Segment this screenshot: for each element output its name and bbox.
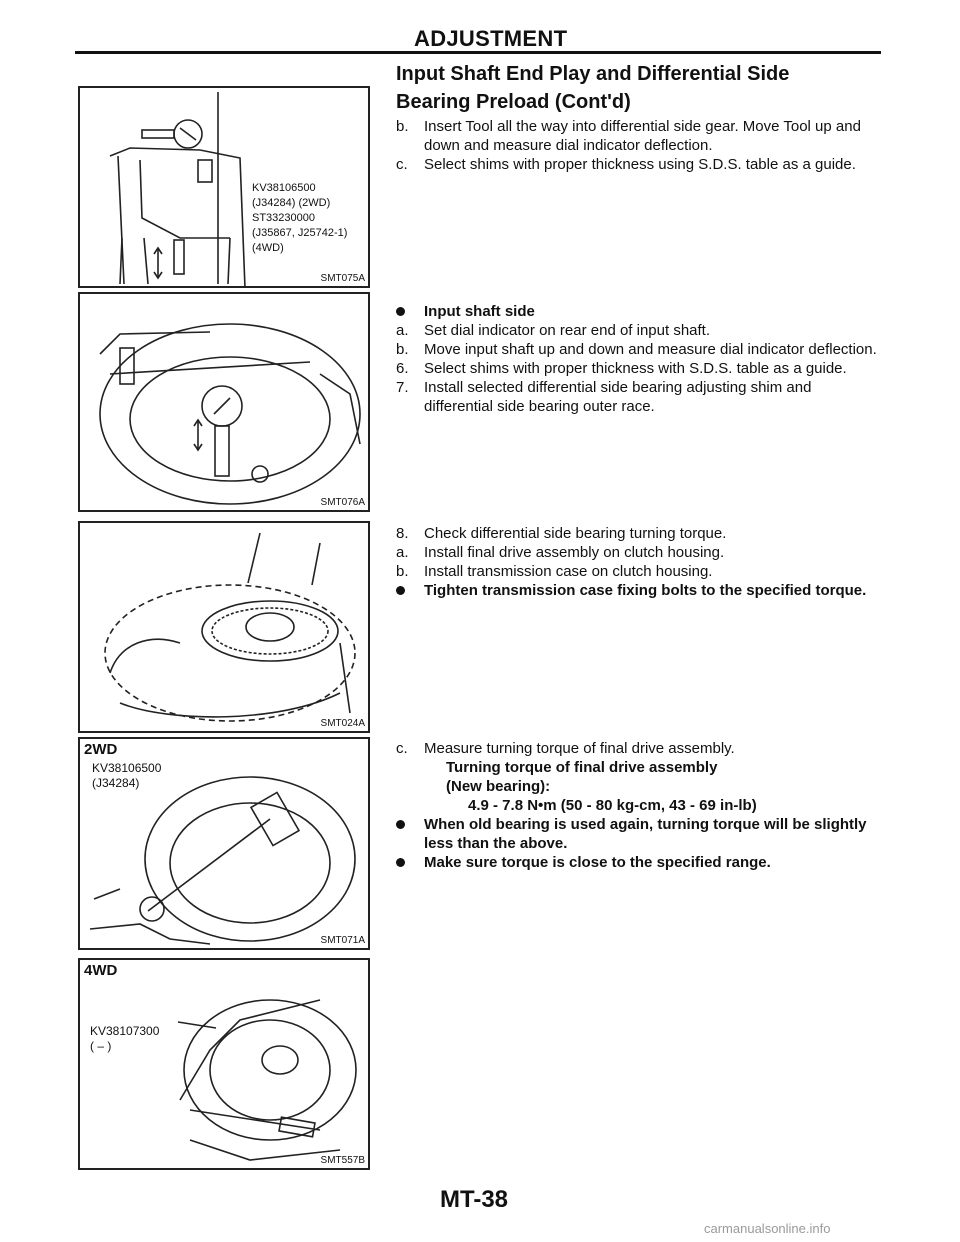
- figure-5-drawing: [80, 960, 370, 1170]
- step-marker: 7.: [396, 379, 409, 396]
- figure-5-labels: [90, 1024, 159, 1054]
- step-text: Select shims with proper thickness using S.D.S. table as a guide.: [424, 156, 856, 173]
- figure-input-shaft-dial: [78, 292, 370, 512]
- bullet-icon: [396, 815, 422, 834]
- text-block-1: [396, 117, 880, 174]
- fig1-label-1: KV38106500: [252, 182, 316, 194]
- fig4-label-2: (J34284): [92, 776, 140, 790]
- header-rule: [75, 51, 881, 54]
- spec-line-1: Turning torque of final drive assembly: [446, 759, 718, 776]
- step-6-select-shims: [396, 359, 880, 378]
- step-7-install-shim: [396, 378, 880, 416]
- bullet-make-sure: [396, 853, 880, 872]
- figure-final-drive-install: [78, 521, 370, 733]
- step-text: Install transmission case on clutch housing.: [424, 563, 713, 580]
- figure-3-id: SMT024A: [320, 718, 365, 729]
- step-text: Measure turning torque of final drive assembly.: [424, 740, 735, 757]
- bullet-text: Make sure torque is close to the specified range.: [424, 854, 771, 871]
- fig1-label-4: (J35867, J25742-1): [252, 227, 348, 239]
- watermark-text: carmanualsonline.info: [704, 1221, 831, 1236]
- figure-1-labels: [252, 181, 347, 256]
- fig4-label-1: KV38106500: [92, 761, 162, 775]
- step-a-install-final-drive: [396, 543, 880, 562]
- fig1-label-5: (4WD): [252, 242, 284, 254]
- fig5-label-2: ( – ): [90, 1039, 112, 1053]
- step-marker: a.: [396, 322, 409, 339]
- step-a-set-dial: [396, 321, 880, 340]
- fig5-label-1: KV38107300: [90, 1024, 160, 1038]
- step-text: Insert Tool all the way into differential side gear. Move Tool up and down and measure dial indicator deflection.: [424, 118, 861, 154]
- figure-1-id: SMT075A: [320, 273, 365, 284]
- step-c-measure-torque: [396, 739, 880, 758]
- page-header-title: ADJUSTMENT: [414, 26, 568, 51]
- page-number: MT-38: [440, 1186, 509, 1213]
- section-title-line1: Input Shaft End Play and Differential Side: [396, 63, 790, 85]
- figure-4-id: SMT071A: [320, 935, 365, 946]
- bullet-icon: [396, 853, 422, 872]
- step-b-install-case: [396, 562, 880, 581]
- step-b-insert-tool: [396, 117, 880, 155]
- figure-dial-indicator-tool: [78, 86, 370, 288]
- figure-turning-torque-2wd: [78, 737, 370, 950]
- fig1-label-2: (J34284) (2WD): [252, 197, 331, 209]
- step-text: Install selected differential side bearing adjusting shim and differential side bearing outer race.: [424, 379, 812, 415]
- step-text: Select shims with proper thickness with S.D.S. table as a guide.: [424, 360, 847, 377]
- spec-torque-value: 4.9 - 7.8 N•m (50 - 80 kg-cm, 43 - 69 in-lb): [468, 797, 757, 814]
- step-text: Move input shaft up and down and measure dial indicator deflection.: [424, 341, 877, 358]
- bullet-input-shaft-side: [396, 302, 880, 321]
- step-8-check-torque: [396, 524, 880, 543]
- bullet-icon: [396, 581, 422, 600]
- step-marker: b.: [396, 563, 409, 580]
- figure-3-drawing: [80, 523, 370, 733]
- step-marker: a.: [396, 544, 409, 561]
- bullet-icon: [396, 302, 422, 321]
- bullet-tighten-bolts: [396, 581, 880, 600]
- step-marker: c.: [396, 740, 408, 757]
- figure-2-id: SMT076A: [320, 497, 365, 508]
- figure-4-tag: 2WD: [84, 741, 118, 758]
- step-marker: 6.: [396, 360, 409, 377]
- figure-4-labels: [92, 761, 161, 791]
- spec-line-2: (New bearing):: [446, 778, 551, 795]
- step-c-select-shims: [396, 155, 880, 174]
- bullet-old-bearing: [396, 815, 880, 853]
- section-title-line2: Bearing Preload (Cont'd): [396, 91, 631, 113]
- step-b-move-input-shaft: [396, 340, 880, 359]
- bullet-text: When old bearing is used again, turning torque will be slightly less than the above.: [424, 816, 867, 852]
- text-block-2: [396, 302, 880, 416]
- text-block-3: [396, 524, 880, 600]
- figure-turning-torque-4wd: [78, 958, 370, 1170]
- step-text: Set dial indicator on rear end of input shaft.: [424, 322, 711, 339]
- step-text: Check differential side bearing turning torque.: [424, 525, 727, 542]
- figure-5-id: SMT557B: [320, 1155, 365, 1166]
- step-marker: 8.: [396, 525, 409, 542]
- figure-5-tag: 4WD: [84, 962, 118, 979]
- step-marker: b.: [396, 118, 409, 135]
- figure-2-drawing: [80, 294, 370, 512]
- step-text: Install final drive assembly on clutch housing.: [424, 544, 725, 561]
- bullet-text: Tighten transmission case fixing bolts to the specified torque.: [424, 582, 867, 599]
- bullet-text: Input shaft side: [424, 303, 535, 320]
- step-marker: c.: [396, 156, 408, 173]
- fig1-label-3: ST33230000: [252, 212, 315, 224]
- text-block-4: [396, 739, 880, 872]
- step-marker: b.: [396, 341, 409, 358]
- section-title: [396, 60, 876, 116]
